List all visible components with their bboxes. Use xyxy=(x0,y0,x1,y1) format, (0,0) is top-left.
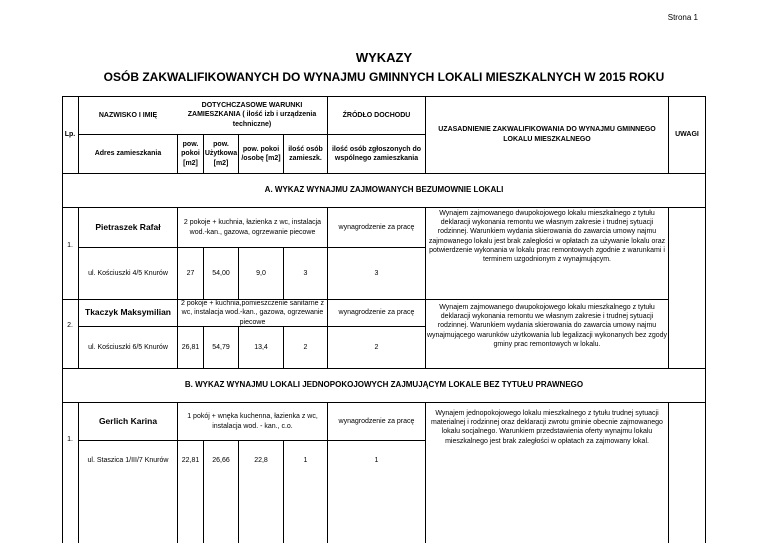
row-b1-justification: Wynajem jednopokojowego lokalu mieszkalnego z tytułu trudnej sytuacji materialnej i rodzinnej oraz deklaracji zwrotu gminie obecnie zajmowanego lokalu socjalnego. Warunkiem przedstawienia oferty wynajmu lokalu mieszkalnego jest brak zaległości w opłatach za zajmowany lokal. xyxy=(431,410,663,445)
header-lp: Lp. xyxy=(64,130,76,138)
row-a2-conditions: 2 pokoje + kuchnia,pomieszczenie sanitarne z wc, instalacja wod.-kan., gazowa, ogrzewanie piecowe xyxy=(180,300,324,326)
header-address: Adres zamieszkania xyxy=(94,150,162,158)
header-divider-justification xyxy=(425,96,426,173)
rows-a-divider-remarks xyxy=(668,207,669,368)
row-b1-lp: 1. xyxy=(67,436,73,444)
row-a2-area-per-person: 13,4 xyxy=(254,343,268,351)
header-area-per-person: pow. pokoi /osobę [m2] xyxy=(241,145,281,162)
row-a2-address: ul. Kościuszki 6/5 Knurów xyxy=(88,343,168,351)
row-a2-room-area: 26,81 xyxy=(181,343,200,351)
row-b1-income: wynagrodzenie za pracę xyxy=(338,417,415,425)
header-income: ŹRÓDŁO DOCHODU xyxy=(342,112,411,120)
row-a2-justification: Wynajem zajmowanego dwupokojowego lokalu mieszkalnego z tytułu deklaracji wykonania remontu we własnym zakresie i trudnej sytuacji rodzinnej. Warunkiem wydania skierowania do zawarcia umowy najmu wynajmującego warunków użytkowania lub legalizacji wykonanych bez zgody gminy prac remontowych w lokalu. xyxy=(426,304,668,348)
row-a1-usable-area: 54,00 xyxy=(212,269,230,277)
row-b1-conditions: 1 pokój + wnęka kuchenna, łazienka z wc, instalacja wod. - kan., c.o. xyxy=(187,413,318,430)
row-a2-name: Tkaczyk Maksymilian xyxy=(85,307,171,318)
row-a1-conditions: 2 pokoje + kuchnia, łazienka z wc, instalacja wod.-kan., gazowa, ogrzewanie piecowe xyxy=(183,219,322,236)
row-a1-residents: 3 xyxy=(303,269,308,277)
document-title: WYKAZY xyxy=(355,50,413,65)
applicants-table xyxy=(62,96,706,543)
row-a1-area-per-person: 9,0 xyxy=(256,269,266,277)
header-name: NAZWISKO I IMIĘ xyxy=(98,112,158,120)
row-a1-name: Pietraszek Rafał xyxy=(95,221,161,232)
row-a1-applicants: 3 xyxy=(374,269,379,277)
row-b1-mid-line xyxy=(78,440,425,441)
row-b1-name: Gerlich Karina xyxy=(98,415,158,426)
header-remarks: UWAGI xyxy=(675,130,699,138)
section-a-title: A. WYKAZ WYNAJMU ZAJMOWANYCH BEZUMOWNIE LOKALI xyxy=(264,185,504,195)
row-a1-justification: Wynajem zajmowanego dwupokojowego lokalu mieszkalnego z tytułu deklaracji wykonania remontu we własnym zakresie i trudnej sytuacji rodzinnej. Warunkiem wydania skierowania do zawarcia umowy najmu zajmowanego lokalu jest brak zaległości w opłatach za używanie lokalu oraz potwierdzenie wykonania w lokalu prac remontowych zgodnie z warunkami i terminem uzgodnionym z wynajmującym. xyxy=(428,210,666,264)
row-b1-applicants: 1 xyxy=(374,457,379,465)
header-justification: UZASADNIENIE ZAKWALIFIKOWANIA DO WYNAJMU GMINNEGO LOKALU MIESZKALNEGO xyxy=(438,126,656,143)
header-usable-area: pow. Użytkowa [m2] xyxy=(204,141,238,167)
row-b1-area-per-person: 22,8 xyxy=(254,457,268,465)
rows-b-divider-remarks xyxy=(668,402,669,543)
row-b1-room-area: 22,81 xyxy=(181,457,200,465)
row-b1-usable-area: 26,66 xyxy=(212,457,230,465)
header-residents: ilość osób zamieszk. xyxy=(288,145,323,162)
table-border-right xyxy=(705,96,706,543)
header-applicants: ilość osób zgłoszonych do wspólnego zamieszkania xyxy=(331,145,422,162)
row-a1-income: wynagrodzenie za pracę xyxy=(338,223,415,231)
row-a2-applicants: 2 xyxy=(374,343,379,351)
row-a2-income: wynagrodzenie za pracę xyxy=(338,309,415,317)
header-conditions: DOTYCHCZASOWE WARUNKI ZAMIESZKANIA ( ilość izb i urządzenia techniczne) xyxy=(187,102,317,128)
document-subtitle: OSÓB ZAKWALIFIKOWANYCH DO WYNAJMU GMINNYCH LOKALI MIESZKALNYCH W 2015 ROKU xyxy=(103,70,665,84)
page-number: Strona 1 xyxy=(667,13,698,22)
row-a1-lp: 1. xyxy=(67,242,73,250)
header-room-area: pow. pokoi [m2] xyxy=(181,141,200,167)
row-a1-room-area: 27 xyxy=(186,269,195,277)
row-b1-residents: 1 xyxy=(303,457,308,465)
row-b1-address: ul. Staszica 1/III/7 Knurów xyxy=(87,457,169,465)
row-a2-residents: 2 xyxy=(303,343,308,351)
row-a2-lp: 2. xyxy=(67,322,73,330)
section-b-title: B. WYKAZ WYNAJMU LOKALI JEDNOPOKOJOWYCH ZAJMUJĄCYM LOKALE BEZ TYTUŁU PRAWNEGO xyxy=(184,380,584,390)
row-a2-usable-area: 54,79 xyxy=(212,343,230,351)
row-a1-address: ul. Kościuszki 4/5 Knurów xyxy=(88,269,168,277)
